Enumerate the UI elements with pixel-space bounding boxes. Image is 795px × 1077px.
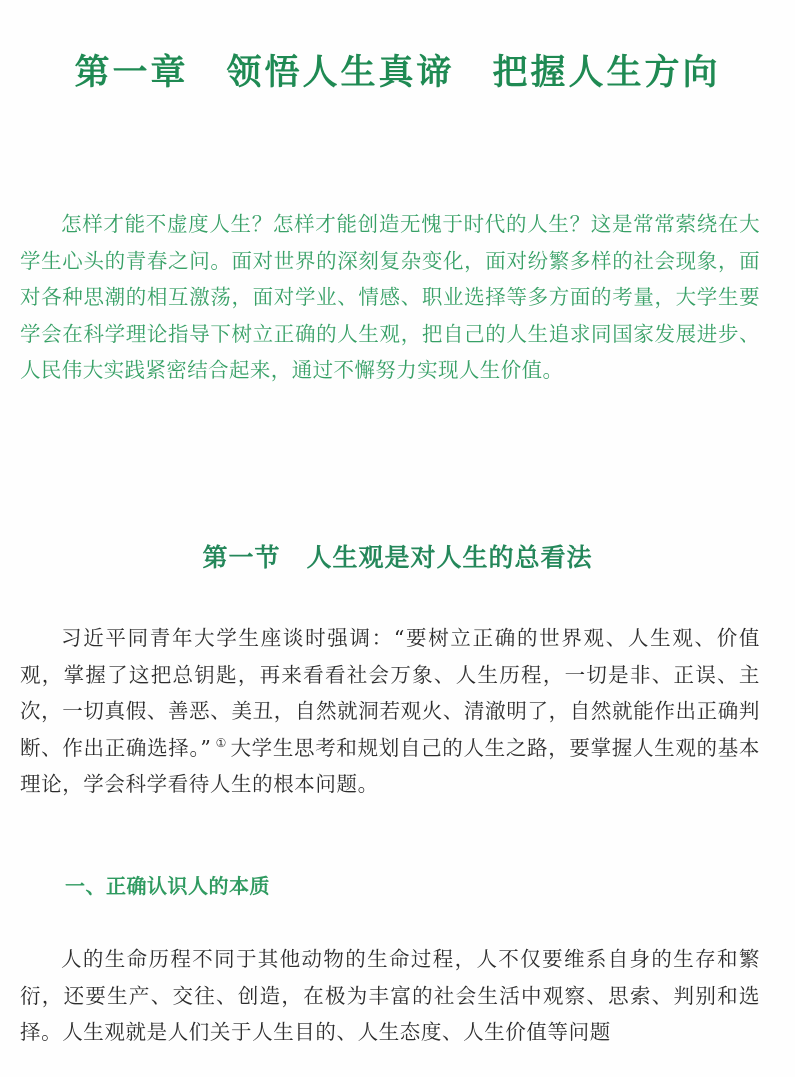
footnote-marker[interactable]: ①	[215, 735, 227, 750]
subsection-title: 一、正确认识人的本质	[65, 874, 270, 898]
body-paragraph-2: 人的生命历程不同于其他动物的生命过程，人不仅要维系自身的生存和繁衍，还要生产、交往、创造，在极为丰富的社会生活中观察、思索、判别和选择。人生观就是人们关于人生目的、人生态度、人生价值等问题	[20, 947, 760, 1044]
body-paragraph-1	[20, 620, 760, 803]
section-title: 第一节 人生观是对人生的总看法	[202, 543, 593, 572]
chapter-intro-paragraph: 怎样才能不虚度人生？怎样才能创造无愧于时代的人生？这是常常萦绕在大学生心头的青春之问。面对世界的深刻复杂变化，面对纷繁多样的社会现象，面对各种思潮的相互激荡，面对学业、情感、职业选择等多方面的考量，大学生要学会在科学理论指导下树立正确的人生观，把自己的人生追求同国家发展进步、人民伟大实践紧密结合起来，通过不懈努力实现人生价值。	[20, 212, 760, 382]
quote-text: 习近平同青年大学生座谈时强调：“要树立正确的世界观、人生观、价值观，掌握了这把总钥匙，再来看看社会万象、人生历程，一切是非、正误、主次，一切真假、善恶、美丑，自然就洞若观火、清澈明了，自然就能作出正确判断、作出正确选择。”	[20, 626, 760, 760]
paragraph-continuation: 大学生思考和规划自己的人生之路，要掌握人生观的基本理论，学会科学看待人生的根本问题。	[20, 735, 761, 796]
chapter-title: 第一章 领悟人生真谛 把握人生方向	[74, 52, 721, 93]
